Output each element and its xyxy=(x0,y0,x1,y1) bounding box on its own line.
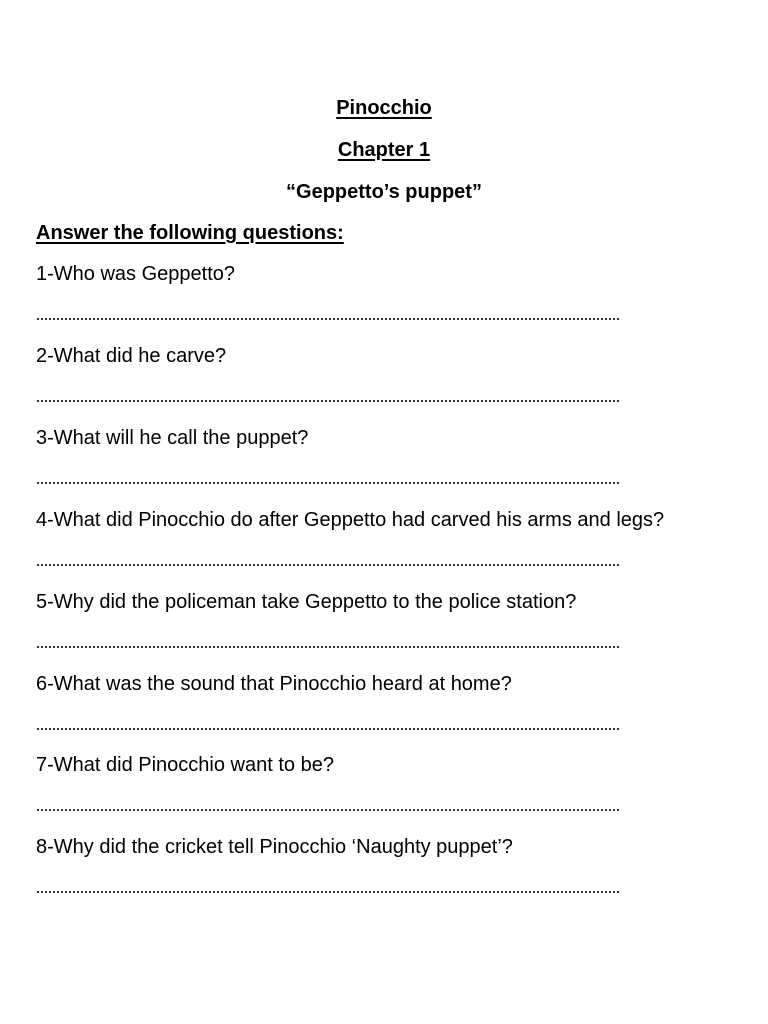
instructions-heading: Answer the following questions: xyxy=(36,222,344,244)
worksheet-title: Pinocchio xyxy=(336,97,432,119)
question-5: 5-Why did the policeman take Geppetto to the police station? xyxy=(36,591,577,613)
question-1: 1-Who was Geppetto? xyxy=(36,263,235,285)
answer-line-5[interactable] xyxy=(36,645,619,649)
answer-line-6[interactable] xyxy=(36,727,619,731)
answer-line-2[interactable] xyxy=(36,399,619,403)
question-8: 8-Why did the cricket tell Pinocchio ‘Naughty puppet’? xyxy=(36,836,513,858)
answer-line-1[interactable] xyxy=(36,317,619,321)
answer-line-3[interactable] xyxy=(36,481,619,485)
chapter-heading: Chapter 1 xyxy=(337,139,431,161)
answer-line-8[interactable] xyxy=(36,890,619,894)
question-2: 2-What did he carve? xyxy=(36,345,227,367)
answer-line-7[interactable] xyxy=(36,808,619,812)
question-3: 3-What will he call the puppet? xyxy=(36,427,309,449)
answer-line-4[interactable] xyxy=(36,563,619,567)
question-6: 6-What was the sound that Pinocchio heard at home? xyxy=(36,673,512,695)
chapter-title: “Geppetto’s puppet” xyxy=(286,181,482,203)
question-7: 7-What did Pinocchio want to be? xyxy=(36,754,334,776)
question-4: 4-What did Pinocchio do after Geppetto had carved his arms and legs? xyxy=(36,509,665,531)
